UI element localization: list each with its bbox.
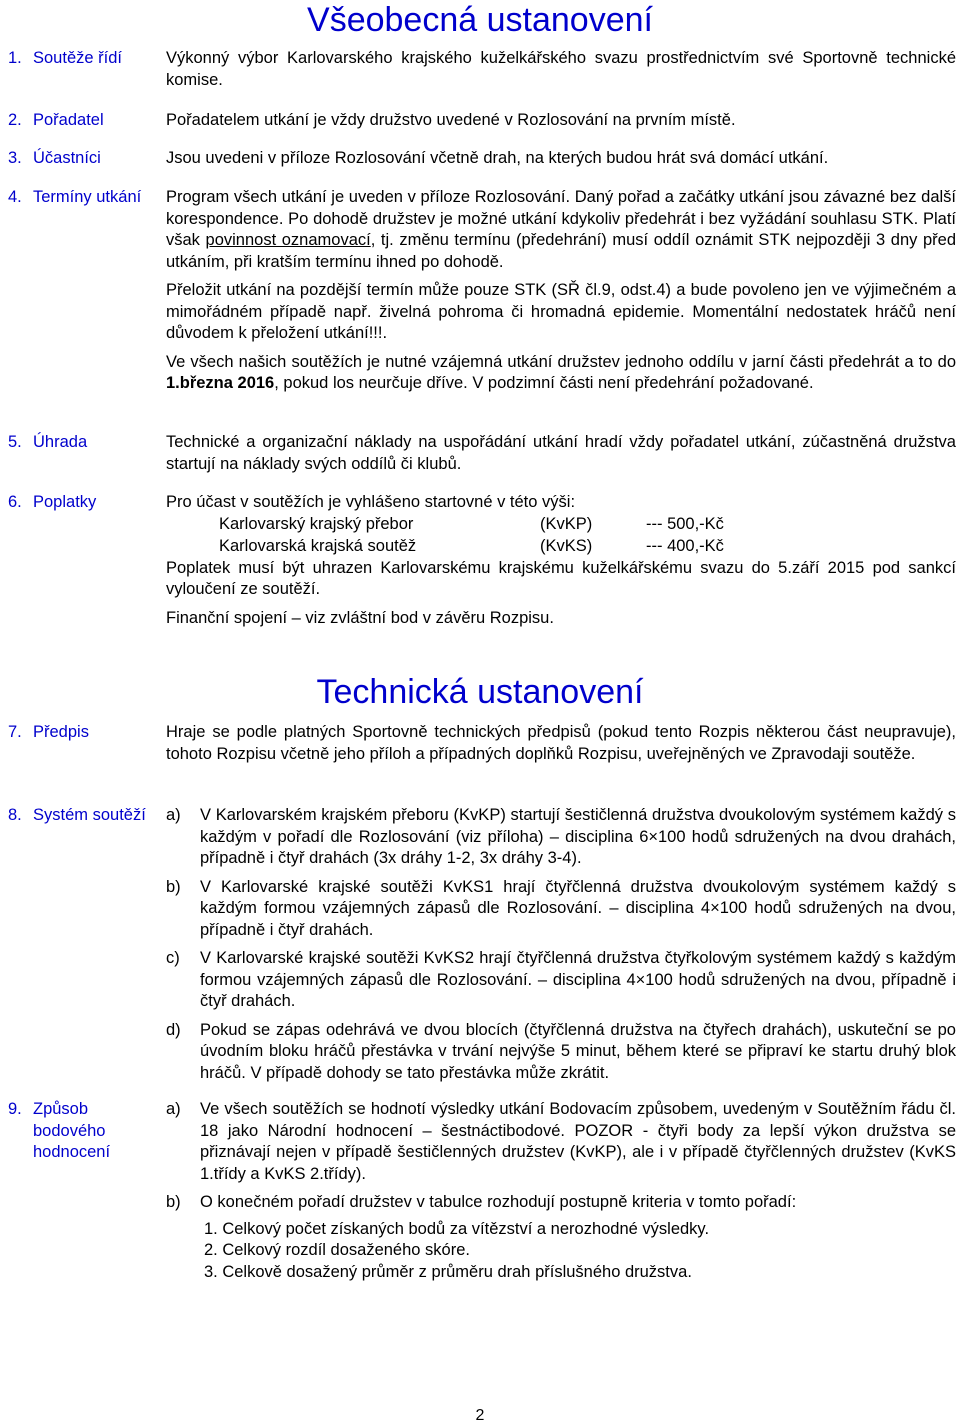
fee-name: Karlovarský krajský přebor: [219, 514, 414, 533]
section-label: Způsob bodového hodnocení: [33, 1100, 111, 1161]
section-number: 4.: [8, 188, 22, 206]
section-number: 7.: [8, 723, 22, 741]
section-text: Výkonný výbor Karlovarského krajského kuželkářského svazu prostřednictvím své Sportovně technické komise.: [166, 49, 956, 89]
section-text: Hraje se podle platných Sportovně technických předpisů (pokud tento Rozpis některou část neupravuje), tohoto Rozpisu včetně jeho příloh a případných doplňků Rozpisu, uveřejněných ve Zpravodaji soutěže.: [166, 723, 956, 763]
criterion: 3. Celkově dosažený průměr z průměru drah příslušného družstva.: [204, 1262, 692, 1281]
fee-code: (KvKS): [540, 536, 593, 555]
section-label: Termíny utkání: [33, 188, 142, 206]
section-label: Účastníci: [33, 149, 101, 167]
list-item: c) V Karlovarské krajské soutěži KvKS2 hrají čtyřčlenná družstva čtyřkolovým systémem každý s každým formou vzájemných zápasů dle Rozlosování. – disciplina 4×100 hodů sdružených na dvou, případně i čtyř drahách.: [166, 949, 956, 1010]
fee-row: [166, 536, 956, 558]
fee-code: (KvKP): [540, 514, 593, 533]
paragraph: Poplatek musí být uhrazen Karlovarskému krajskému kuželkářskému svazu do 5.září 2015 pod sankcí vyloučení ze soutěží.: [166, 558, 956, 598]
section-number: 1.: [8, 49, 22, 67]
fee-name: Karlovarská krajská soutěž: [219, 536, 417, 555]
section-number: 5.: [8, 433, 22, 451]
deadline-date: 1.března 2016: [166, 374, 275, 392]
section-label: Systém soutěží: [33, 806, 146, 824]
general-title: Všeobecná ustanovení: [307, 1, 653, 39]
section-number: 2.: [8, 111, 22, 129]
underlined-term: povinnost oznamovací: [205, 231, 371, 249]
section-text: Jsou uvedeni v příloze Rozlosování včetně drah, na kterých budou hrát svá domácí utkání.: [166, 149, 829, 167]
section-text: Technické a organizační náklady na uspořádání utkání hradí vždy pořadatel utkání, zúčastněná družstva startují na náklady svých oddílů či klubů.: [166, 433, 956, 473]
paragraph: Program všech utkání je uveden v příloze Rozlosování. Daný pořad a začátky utkání jsou závazné bez další korespondence. Po dohodě družstev je možné utkání kdykoliv předehrát i bez vyžádání souhlasu STK. Platí však povinnost oznamovací, tj. změnu termínu (předehrání) musí oddíl oznámit STK nejpozději 3 dny před utkáním, při kratším termínu ihned po dohodě.: [166, 188, 956, 271]
paragraph: Pro účast v soutěžích je vyhlášeno startovné v této výši:: [166, 493, 576, 511]
section-number: 3.: [8, 149, 22, 167]
paragraph: Finanční spojení – viz zvláštní bod v závěru Rozpisu.: [166, 608, 554, 627]
list-item: b) V Karlovarské krajské soutěži KvKS1 hrají čtyřčlenná družstva dvoukolovým systémem každý s každým formou vzájemných zápasů dle Rozlosování. – disciplina 4×100 hodů sdružených na dvou, případně i čtyř drahách.: [166, 877, 956, 939]
fee-amount: --- 500,-Kč: [646, 514, 724, 533]
page-number: 2: [475, 1407, 485, 1424]
criteria-list: [166, 1219, 956, 1284]
list-item: b) O konečném pořadí družstev v tabulce rozhodují postupně kriteria v tomto pořadí:: [166, 1193, 797, 1211]
paragraph: Přeložit utkání na pozdější termín může pouze STK (SŘ čl.9, odst.4) a bude povoleno jen ve výjimečném a mimořádném případě např. živelná pohroma či hromadná epidemie. Momentální nedostatek hráčů není důvodem k přeložení utkání!!!.: [166, 281, 956, 342]
section-label: Úhrada: [33, 433, 88, 451]
list-item: a) Ve všech soutěžích se hodnotí výsledky utkání Bodovacím způsobem, uvedeným v Soutěžním řádu čl. 18 jako Národní hodnocení – šestnáctibodové. POZOR - čtyři body za lepší výkon družstva se přiznávají nejen v případě šestičlenných družstev (KvKP), ale i v případě čtyřčlenných družstev (KvKS 1.třídy a KvKS 2.třídy).: [166, 1100, 956, 1183]
section-label: Pořadatel: [33, 111, 104, 129]
fee-amount: --- 400,-Kč: [646, 536, 724, 555]
criterion: 2. Celkový rozdíl dosaženého skóre.: [204, 1241, 470, 1259]
section-number: 8.: [8, 806, 22, 824]
paragraph: Ve všech našich soutěžích je nutné vzájemná utkání družstev jednoho oddílu v jarní části předehrát a to do 1.března 2016, pokud los neurčuje dříve. V podzimní části není předehrání požadované.: [166, 352, 956, 392]
section-label: Poplatky: [33, 493, 97, 511]
criterion: 1. Celkový počet získaných bodů za vítězství a nerozhodné výsledky.: [204, 1219, 710, 1238]
list-item: a) V Karlovarském krajském přeboru (KvKP) startují šestičlenná družstva dvoukolovým systémem každý s každým v pořadí dle Rozlosování (viz příloha) – disciplina 6×100 hodů sdružených na dvou drahách, případně i čtyř drahách (3x dráhy 1-2, 3x dráhy 3-4).: [166, 806, 956, 867]
section-text: Pořadatelem utkání je vždy družstvo uvedené v Rozlosování na prvním místě.: [166, 111, 736, 129]
section-number: 9.: [8, 1100, 22, 1118]
list-item: d) Pokud se zápas odehrává ve dvou blocích (čtyřčlenná družstva na čtyřech drahách), uskuteční se po úvodním bloku hráčů přestávka v trvání nejvýše 5 minut, během které se připraví ke startu druhý blok hráčů. V případě dohody se tato přestávka může zkrátit.: [166, 1020, 956, 1082]
section-label: Předpis: [33, 723, 89, 741]
section-label: Soutěže řídí: [33, 49, 122, 67]
section-number: 6.: [8, 493, 22, 511]
fee-row: [166, 514, 956, 536]
technical-title: Technická ustanovení: [316, 673, 644, 711]
